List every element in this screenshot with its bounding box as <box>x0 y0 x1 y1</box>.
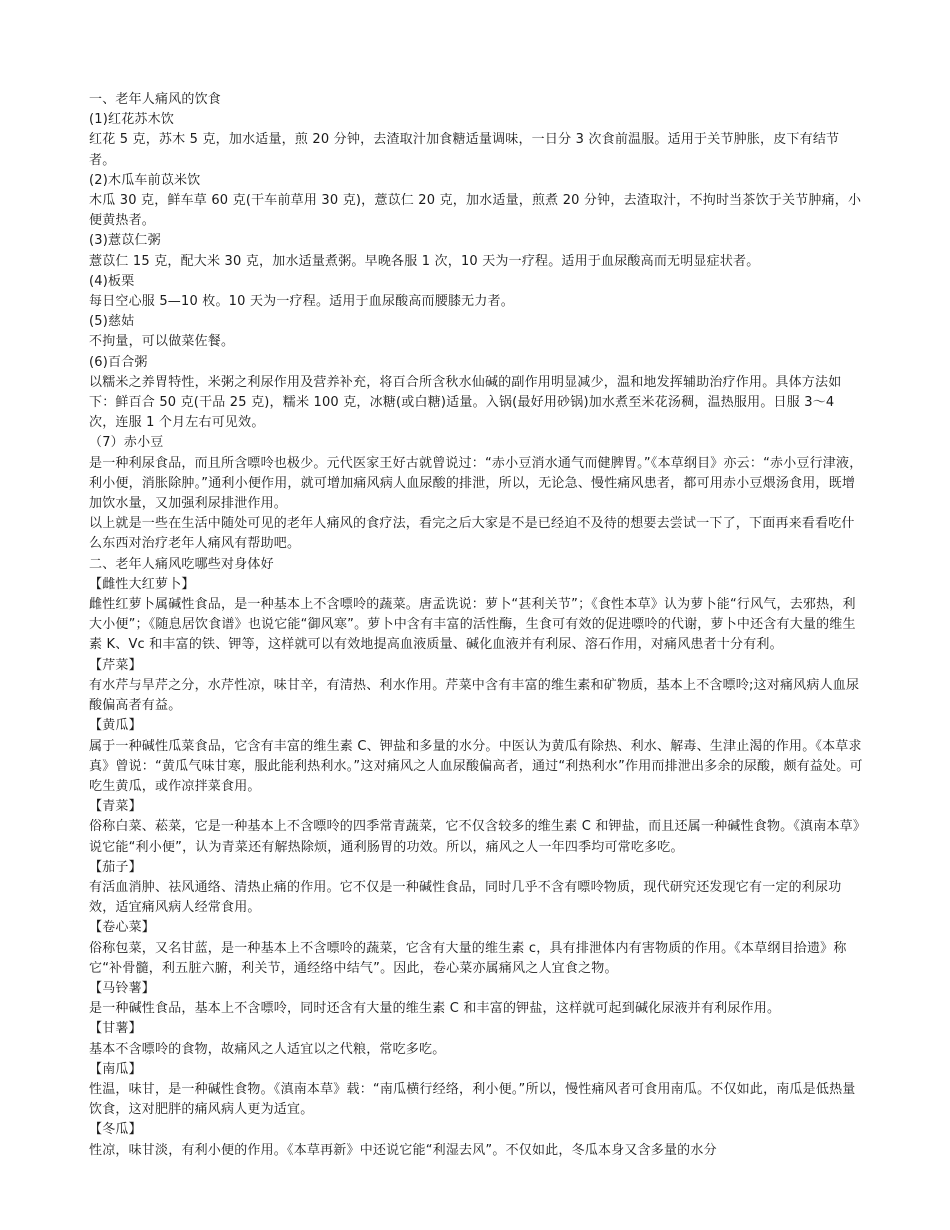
paragraph: 是一种碱性食品，基本上不含嘌呤，同时还含有大量的维生素 C 和丰富的钾盐，这样就可起到碱化尿液并有利尿作用。 <box>89 1001 781 1017</box>
paragraph: 性温，味甘，是一种碱性食物。《滇南本草》载：“南瓜横行经络，利小便。”所以，慢性痛风者可食用南瓜。不仅如此，南瓜是低热量饮食，这对肥胖的痛风病人更为适宜。 <box>89 1081 856 1118</box>
paragraph: 不拘量，可以做菜佐餐。 <box>89 334 235 350</box>
subheading: (3)薏苡仁粥 <box>89 233 161 249</box>
paragraph: 俗称包菜，又名甘蓝，是一种基本上不含嘌呤的蔬菜，它含有大量的维生素 c，具有排泄体内有害物质的作用。《本草纲目拾遗》称它“补骨髓，利五脏六腑，利关节，通经络中结气”。因此，卷心菜亦属痛风之人宜食之物。 <box>89 940 847 976</box>
subheading: 【黄瓜】 <box>89 718 142 734</box>
subheading: (1)红花苏木饮 <box>89 112 175 128</box>
paragraph: 是一种利尿食品，而且所含嘌呤也极少。元代医家王好古就曾说过：“赤小豆消水通气而健脾胃。”《本草纲目》亦云：“赤小豆行津液，利小便，消胀除肿。”通利小便作用，就可增加痛风病人血尿酸的排泄，所以，无论急、慢性痛风患者，都可用赤小豆煨汤食用，既增加饮水量，又加强利尿排泄作用。 <box>89 455 863 512</box>
paragraph: 雌性红萝卜属碱性食品，是一种基本上不含嘌呤的蔬菜。唐孟诜说：萝卜“甚利关节”；《食性本草》认为萝卜能“行风气，去邪热，利大小便”；《随息居饮食谱》也说它能“御风寒”。萝卜中含有丰富的活性酶，生食可有效的促进嘌呤的代谢，萝卜中还含有大量的维生素 K、Vc 和丰富的铁、钾等，这样就可以有效地提高血液质量、碱化血液并有利尿、溶石作用，对痛风患者十分有利。 <box>89 597 856 653</box>
section-heading: 一、老年人痛风的饮食 <box>89 92 222 107</box>
paragraph: 红花 5 克，苏木 5 克，加水适量，煎 20 分钟，去渣取汁加食糖适量调味，一日分 3 次食前温服。适用于关节肿胀，皮下有结节者。 <box>89 132 840 168</box>
paragraph: 以上就是一些在生活中随处可见的老年人痛风的食疗法，看完之后大家是不是已经迫不及待的想要去尝试一下了，下面再来看看吃什么东西对治疗老年人痛风有帮助吧。 <box>89 516 855 552</box>
subheading: 【甘薯】 <box>89 1021 142 1037</box>
paragraph: 每日空心服 5—10 枚。10 天为一疗程。适用于血尿酸高而腰膝无力者。 <box>89 294 514 310</box>
paragraph: 以糯米之养胃特性，米粥之利尿作用及营养补充，将百合所含秋水仙碱的副作用明显减少，温和地发挥辅助治疗作用。具体方法如下：鲜百合 50 克(干品 25 克)，糯米 100 克，冰糖(或白糖)适量。入锅(最好用砂锅)加水煮至米花汤稠，温热服用。日服 3～4 次，连服 1 个月左右可见效。 <box>89 374 842 431</box>
subheading: 【茄子】 <box>89 859 142 875</box>
paragraph: 木瓜 30 克，鲜车草 60 克(干车前草用 30 克)，薏苡仁 20 克，加水适量，煎煮 20 分钟，去渣取汁，不拘时当茶饮于关节肿痛，小便黄热者。 <box>89 193 862 229</box>
paragraph: 性凉，味甘淡，有利小便的作用。《本草再新》中还说它能“利湿去风”。不仅如此，冬瓜本身又含多量的水分 <box>89 1142 717 1158</box>
subheading: 【南瓜】 <box>89 1061 142 1077</box>
subheading: 【芹菜】 <box>89 657 142 673</box>
subheading: 【青菜】 <box>89 799 142 815</box>
subheading: (4)板栗 <box>89 273 135 289</box>
subheading: （7）赤小豆 <box>89 435 164 451</box>
subheading: (5)慈姑 <box>89 314 135 330</box>
paragraph: 属于一种碱性瓜菜食品，它含有丰富的维生素 C、钾盐和多量的水分。中医认为黄瓜有除热、利水、解毒、生津止渴的作用。《本草求真》曾说：“黄瓜气味甘寒，服此能利热利水。”这对痛风之人血尿酸偏高者，通过“利热利水”作用而排泄出多余的尿酸，颇有益处。可吃生黄瓜，或作凉拌菜食用。 <box>89 738 863 794</box>
subheading: 【卷心菜】 <box>89 920 156 936</box>
paragraph: 薏苡仁 15 克，配大米 30 克，加水适量煮粥。早晚各服 1 次，10 天为一疗程。适用于血尿酸高而无明显症状者。 <box>89 253 760 269</box>
subheading: 【雌性大红萝卜】 <box>89 576 195 592</box>
section-heading: 二、老年人痛风吃哪些对身体好 <box>89 556 274 572</box>
paragraph: 有活血消肿、祛风通络、清热止痛的作用。它不仅是一种碱性食品，同时几乎不含有嘌呤物质，现代研究还发现它有一定的利尿功效，适宜痛风病人经常食用。 <box>89 879 842 916</box>
subheading: (2)木瓜车前苡米饮 <box>89 172 201 188</box>
subheading: 【马铃薯】 <box>89 980 156 996</box>
paragraph: 基本不含嘌呤的食物，故痛风之人适宜以之代粮，常吃多吃。 <box>89 1041 446 1057</box>
subheading: (6)百合粥 <box>89 354 148 370</box>
paragraph: 有水芹与旱芹之分，水芹性凉，味甘辛，有清热、利水作用。芹菜中含有丰富的维生素和矿物质，基本上不含嘌呤;这对痛风病人血尿酸偏高者有益。 <box>89 677 860 714</box>
document-body <box>89 90 864 1161</box>
subheading: 【冬瓜】 <box>89 1122 142 1138</box>
paragraph: 俗称白菜、菘菜，它是一种基本上不含嘌呤的四季常青蔬菜，它不仅含较多的维生素 C 和钾盐，而且还属一种碱性食物。《滇南本草》说它能“利小便”，认为青菜还有解热除烦，通利肠胃的功效。所以，痛风之人一年四季均可常吃多吃。 <box>89 819 860 855</box>
